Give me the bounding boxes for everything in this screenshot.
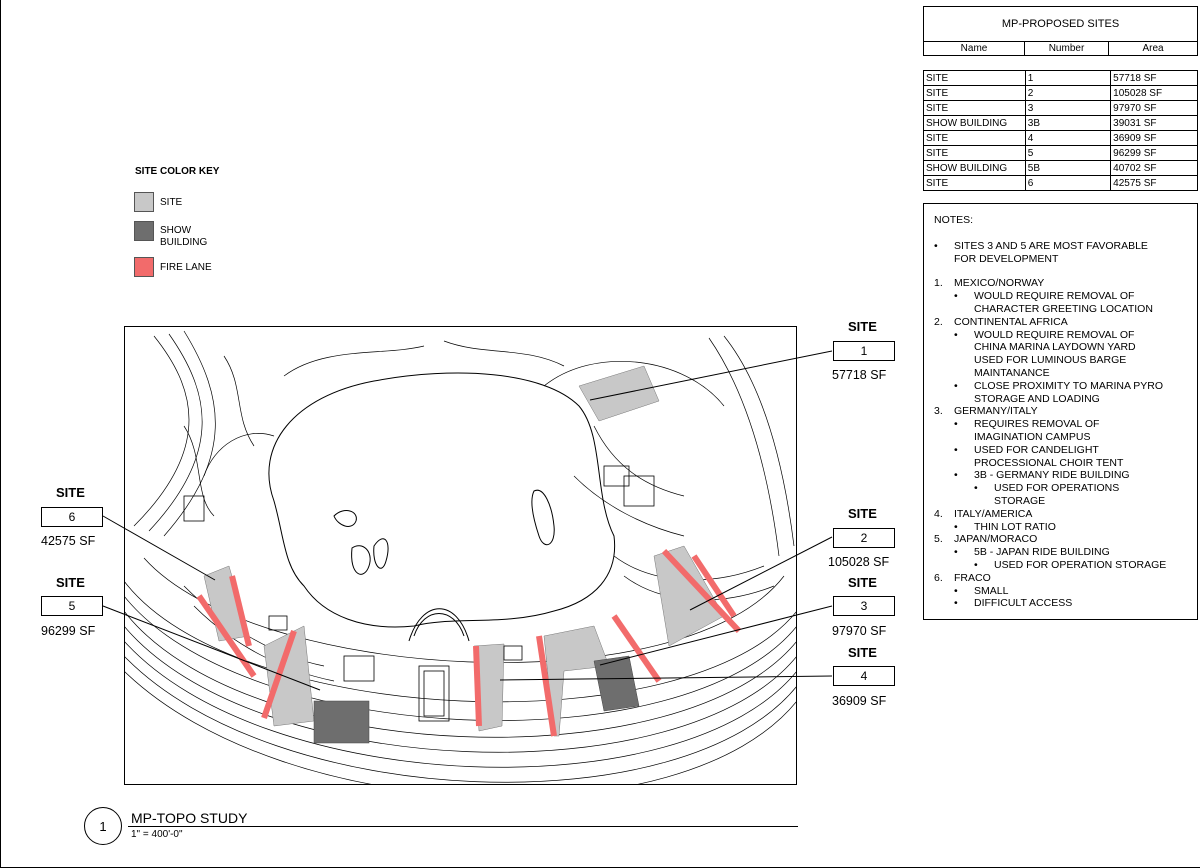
note-text: THIN LOT RATIO	[974, 520, 1056, 533]
notes-heading: NOTES:	[934, 214, 974, 226]
note-bullet: •	[954, 469, 958, 482]
note-bullet: •	[954, 584, 958, 597]
fire-lane-key-label: FIRE LANE	[160, 262, 212, 273]
note-bullet: 1.	[934, 277, 943, 290]
cell-name: SITE	[924, 146, 1026, 161]
note-bullet: •	[934, 239, 938, 252]
site-key-label: SITE	[160, 197, 183, 208]
callout-area: 105028 SF	[828, 555, 890, 569]
cell-number: 5	[1025, 146, 1110, 161]
cell-number: 5B	[1025, 161, 1110, 176]
cell-name: SHOW BUILDING	[924, 116, 1026, 131]
cell-name: SITE	[924, 71, 1026, 86]
cell-area: 40702 SF	[1111, 161, 1198, 176]
note-bullet: •	[954, 597, 958, 610]
callout-number-box: 3	[833, 596, 895, 616]
note-text: FRACO	[954, 571, 991, 584]
callout-site-label: SITE	[848, 506, 877, 521]
note-bullet: 6.	[934, 571, 943, 584]
note-text: MEXICO/NORWAY	[954, 277, 1045, 290]
note-bullet: 2.	[934, 315, 943, 328]
cell-number: 2	[1025, 86, 1110, 101]
callout-site-label: SITE	[848, 645, 877, 660]
view-number-circle: 1	[84, 807, 122, 845]
cell-name: SITE	[924, 86, 1026, 101]
note-bullet: •	[954, 328, 958, 341]
view-scale: 1" = 400'-0"	[131, 829, 183, 840]
schedule-title: MP-PROPOSED SITES	[923, 6, 1198, 42]
callout-area: 57718 SF	[832, 368, 887, 382]
callout-site-label: SITE	[848, 319, 877, 334]
note-text: USED FOR OPERATIONS STORAGE	[994, 482, 1120, 507]
color-key-title: SITE COLOR KEY	[135, 166, 220, 177]
cell-number: 3B	[1025, 116, 1110, 131]
note-text: USED FOR OPERATION STORAGE	[994, 558, 1167, 571]
cell-area: 97970 SF	[1111, 101, 1198, 116]
cell-area: 42575 SF	[1111, 176, 1198, 191]
cell-area: 36909 SF	[1111, 131, 1198, 146]
cell-number: 1	[1025, 71, 1110, 86]
note-bullet: 4.	[934, 507, 943, 520]
note-bullet: •	[954, 520, 958, 533]
note-text: DIFFICULT ACCESS	[974, 597, 1073, 610]
callout-area: 96299 SF	[41, 624, 96, 638]
note-text: ITALY/AMERICA	[954, 507, 1033, 520]
note-bullet: •	[954, 379, 958, 392]
cell-name: SITE	[924, 131, 1026, 146]
cell-area: 105028 SF	[1111, 86, 1198, 101]
cell-number: 4	[1025, 131, 1110, 146]
note-text: SITES 3 AND 5 ARE MOST FAVORABLE FOR DEVELOPMENT	[954, 239, 1148, 265]
cell-name: SITE	[924, 176, 1026, 191]
note-bullet: •	[974, 558, 978, 571]
note-text: CLOSE PROXIMITY TO MARINA PYRO STORAGE AND LOADING	[974, 379, 1164, 405]
cell-name: SHOW BUILDING	[924, 161, 1026, 176]
cell-number: 6	[1025, 176, 1110, 191]
callout-number-box: 6	[41, 507, 103, 527]
note-text: GERMANY/ITALY	[954, 405, 1038, 418]
cell-name: SITE	[924, 101, 1026, 116]
note-text: 5B - JAPAN RIDE BUILDING	[974, 546, 1110, 559]
cell-number: 3	[1025, 101, 1110, 116]
note-bullet: 5.	[934, 533, 943, 546]
view-title: MP-TOPO STUDY	[131, 810, 248, 826]
header-number: Number	[1025, 42, 1109, 55]
view-title-underline	[128, 826, 798, 827]
callout-area: 36909 SF	[832, 694, 887, 708]
cell-area: 39031 SF	[1111, 116, 1198, 131]
cell-area: 57718 SF	[1111, 71, 1198, 86]
note-bullet: 3.	[934, 405, 943, 418]
cell-area: 96299 SF	[1111, 146, 1198, 161]
note-bullet: •	[954, 546, 958, 559]
note-bullet: •	[954, 290, 958, 303]
note-bullet: •	[974, 482, 978, 495]
callout-area: 97970 SF	[832, 624, 887, 638]
callout-number-box: 4	[833, 666, 895, 686]
show-building-key-label: SHOW BUILDING	[160, 225, 208, 248]
header-area: Area	[1142, 43, 1164, 54]
note-text: CONTINENTAL AFRICA	[954, 315, 1068, 328]
note-text: JAPAN/MORACO	[954, 533, 1038, 546]
note-text: USED FOR CANDELIGHT PROCESSIONAL CHOIR TENT	[974, 443, 1124, 469]
note-text: 3B - GERMANY RIDE BUILDING	[974, 469, 1130, 482]
note-bullet: •	[954, 443, 958, 456]
callout-area: 42575 SF	[41, 534, 96, 548]
note-text: SMALL	[974, 584, 1009, 597]
callout-number-box: 1	[833, 341, 895, 361]
note-text: WOULD REQUIRE REMOVAL OF CHARACTER GREETING LOCATION	[974, 290, 1153, 315]
callout-number-box: 2	[833, 528, 895, 548]
note-text: REQUIRES REMOVAL OF IMAGINATION CAMPUS	[974, 418, 1100, 443]
callout-site-label: SITE	[848, 575, 877, 590]
callout-site-label: SITE	[56, 485, 85, 500]
callout-number-box: 5	[41, 596, 103, 616]
callout-site-label: SITE	[56, 575, 85, 590]
header-name: Name	[924, 42, 1025, 55]
note-bullet: •	[954, 418, 958, 431]
note-text: WOULD REQUIRE REMOVAL OF CHINA MARINA LAYDOWN YARD USED FOR LUMINOUS BARGE MAINTANANCE	[974, 328, 1136, 379]
